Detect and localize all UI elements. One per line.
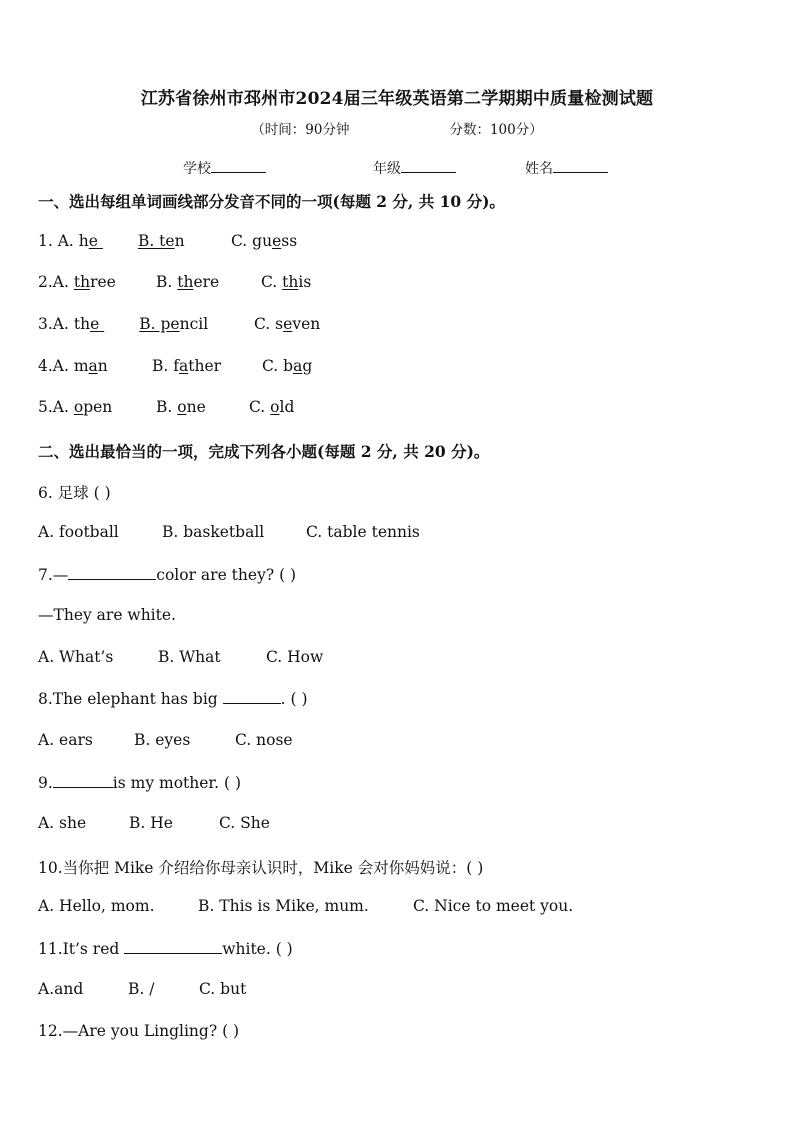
option-b: B. basketball xyxy=(162,523,265,541)
option-a: A. football xyxy=(38,523,119,541)
option-c: C. bag xyxy=(262,357,313,375)
question-10: 10.当你把 Mike 介绍给你母亲认识时，Mike 会对你妈妈说：( ) xyxy=(38,859,484,877)
option-a: A. ears xyxy=(38,731,93,749)
student-info xyxy=(183,158,608,178)
section-2-heading: 二、选出最恰当的一项，完成下列各小题(每题 2 分, 共 20 分)。 xyxy=(38,442,490,461)
exam-title: 江苏省徐州市邳州市2024届三年级英语第二学期期中质量检测试题 xyxy=(140,89,654,109)
question-number: 5. xyxy=(38,398,53,416)
question-4 xyxy=(38,357,738,375)
exam-subtitle xyxy=(0,118,794,138)
question-11-options xyxy=(38,980,738,998)
option-b: B. there xyxy=(156,273,220,291)
question-7-answer: —They are white. xyxy=(38,606,176,624)
name-label: 姓名 xyxy=(525,161,553,177)
question-11: 11.It’s red white. ( ) xyxy=(38,940,293,958)
option-a: A. What’s xyxy=(38,648,114,666)
section-1-heading: 一、选出每组单词画线部分发音不同的一项(每题 2 分, 共 10 分)。 xyxy=(38,192,505,211)
question-2 xyxy=(38,273,738,291)
question-7: 7.— color are they? ( ) xyxy=(38,566,297,584)
option-a: A. he xyxy=(57,232,98,250)
option-c: C. She xyxy=(219,814,270,832)
option-a: A. man xyxy=(52,357,108,375)
grade-field xyxy=(373,158,525,178)
time-info: （时间：90分钟 xyxy=(251,122,350,138)
option-c: C. nose xyxy=(235,731,293,749)
question-8: 8.The elephant has big . ( ) xyxy=(38,690,308,708)
option-c: C. this xyxy=(261,273,312,291)
option-c: C. but xyxy=(199,980,247,998)
option-b: B. He xyxy=(129,814,173,832)
option-c: C. guess xyxy=(231,232,298,250)
question-1: 1. A. he B. ten C. guess xyxy=(38,232,298,250)
question-10-options xyxy=(38,897,758,915)
question-number: 1. xyxy=(38,232,58,250)
question-9: 9. is my mother. ( ) xyxy=(38,774,242,792)
option-b: B. pencil xyxy=(139,315,209,333)
school-field xyxy=(183,158,373,178)
answer-blank[interactable] xyxy=(124,939,222,954)
option-b: B. What xyxy=(158,648,221,666)
grade-blank[interactable] xyxy=(401,159,456,173)
question-5 xyxy=(38,398,738,416)
question-6: 6. 足球 ( ) xyxy=(38,484,111,502)
question-number: 3. xyxy=(38,315,53,333)
question-3 xyxy=(38,315,738,333)
question-number: 4. xyxy=(38,357,53,375)
option-b: B. te xyxy=(137,232,175,250)
option-b: B. one xyxy=(156,398,206,416)
option-a: A. three xyxy=(52,273,116,291)
grade-label: 年级 xyxy=(373,161,401,177)
option-a: A. open xyxy=(52,398,113,416)
option-c: C. How xyxy=(266,648,324,666)
answer-blank[interactable] xyxy=(53,773,113,788)
option-a: A. Hello, mom. xyxy=(38,897,155,915)
option-b: B. This is Mike, mum. xyxy=(198,897,369,915)
school-blank[interactable] xyxy=(211,159,266,173)
answer-blank[interactable] xyxy=(223,689,281,704)
question-number: 2. xyxy=(38,273,53,291)
question-6-options xyxy=(38,523,738,541)
question-12: 12.—Are you Lingling? ( ) xyxy=(38,1022,240,1040)
option-a: A.and xyxy=(38,980,84,998)
name-blank[interactable] xyxy=(553,159,608,173)
option-c: C. table tennis xyxy=(306,523,420,541)
question-7-options xyxy=(38,648,738,666)
option-b: B. / xyxy=(128,980,155,998)
question-8-options xyxy=(38,731,738,749)
score-info: 分数：100分） xyxy=(449,122,543,138)
option-a: A. the xyxy=(52,315,100,333)
school-label: 学校 xyxy=(183,161,211,177)
name-field xyxy=(525,158,608,178)
option-a: A. she xyxy=(38,814,87,832)
option-c: C. seven xyxy=(254,315,321,333)
option-c: C. old xyxy=(249,398,295,416)
question-9-options xyxy=(38,814,738,832)
option-b: B. father xyxy=(152,357,222,375)
option-b: B. eyes xyxy=(134,731,191,749)
answer-blank[interactable] xyxy=(68,565,156,580)
option-c: C. Nice to meet you. xyxy=(413,897,574,915)
